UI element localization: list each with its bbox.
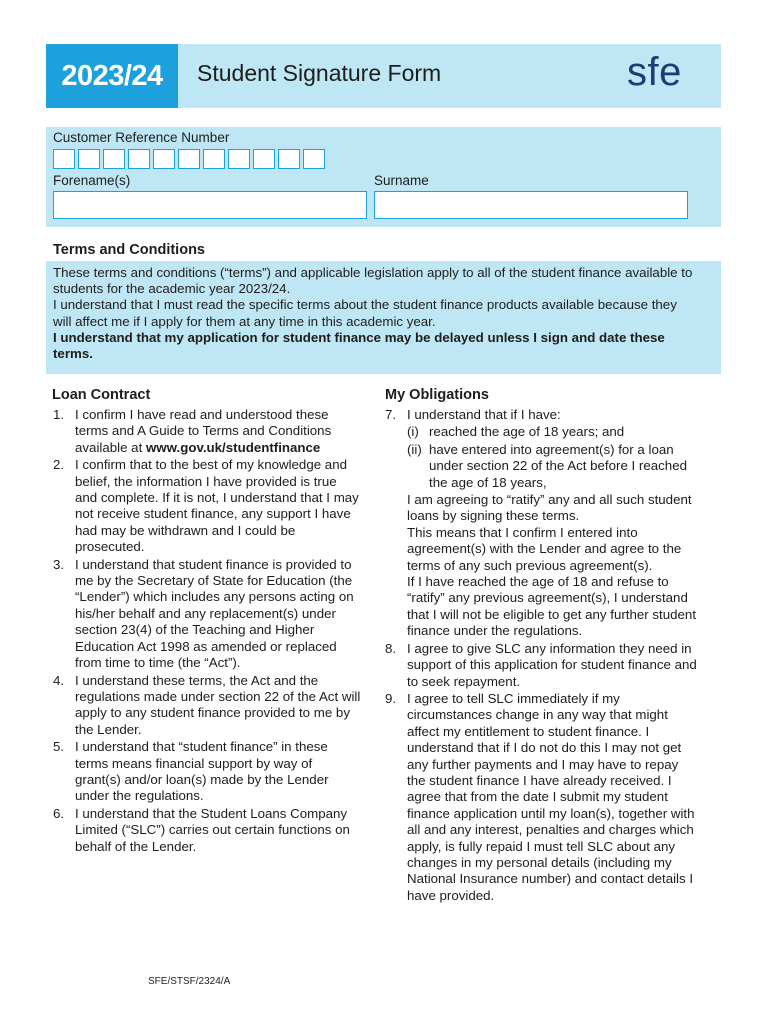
crn-digit-box[interactable] xyxy=(153,149,175,169)
forename-label: Forename(s) xyxy=(53,173,131,188)
list-item: 3. I understand that student finance is provided to me by the Secretary of State for Education (the “Lender”) which includes any persons acting on his/her behalf and any replacement(s) under section 23(4) of the Teaching and Higher Education Act 1998 as amended or replaced from time to time (the “Act”). xyxy=(53,556,354,671)
list-item: 7. I understand that if I have: (i) reached the age of 18 years; and (ii) have entered into agreement(s) for a loan under section 22 of the Act before I reached the age of 18 years, I am agreeing to “ratify” any and all such student loans by signing these terms. This means that I confirm I entered into agreement(s) with the Lender and agree to the terms of any such previous agreement(s). If I have reached the age of 18 and refuse to “ratify” any previous agreement(s), I understand that I will not be eligible to get any further student finance under the regulations. xyxy=(385,407,697,639)
crn-digit-box[interactable] xyxy=(103,149,125,169)
crn-digit-box[interactable] xyxy=(128,149,150,169)
sub-item: (ii) have entered into agreement(s) for a loan under section 22 of the Act before I reached the age of 18 years, xyxy=(407,441,687,490)
forename-field[interactable] xyxy=(53,191,367,219)
list-item: 2. I confirm that to the best of my knowledge and belief, the information I have provided is true and complete. If it is not, I understand that I may not receive student finance, any support I have had may be withdrawn and I could be prosecuted. xyxy=(53,457,359,555)
terms-paragraph-bold: I understand that my application for student finance may be delayed unless I sign and date these terms. xyxy=(53,329,665,362)
surname-field[interactable] xyxy=(374,191,688,219)
crn-digit-box[interactable] xyxy=(253,149,275,169)
crn-digit-box[interactable] xyxy=(203,149,225,169)
crn-digit-box[interactable] xyxy=(278,149,300,169)
crn-digit-box[interactable] xyxy=(303,149,325,169)
page-title: Student Signature Form xyxy=(197,60,442,86)
crn-digit-box[interactable] xyxy=(78,149,100,169)
terms-heading: Terms and Conditions xyxy=(53,242,205,258)
crn-label: Customer Reference Number xyxy=(53,130,230,145)
list-item: 1. I confirm I have read and understood these terms and A Guide to Terms and Conditions available at www.gov.uk/studentfinance xyxy=(53,407,332,455)
obligations-list xyxy=(385,407,697,905)
loan-contract-heading: Loan Contract xyxy=(52,387,151,403)
list-item: 5. I understand that “student finance” in these terms means financial support by way of grant(s) and/or loan(s) made by the Lender under the regulations. xyxy=(53,739,329,804)
list-item: 9. I agree to tell SLC immediately if my circumstances change in any way that might affect my entitlement to student finance. I understand that if I do not do this I may not get any further payments and I may have to repay the student finance I have already received. I agree that from the date I submit my student finance application until my loan(s), together with all and any interest, penalties and charges which apply, is fully repaid I must tell SLC about any changes in my personal details (including my National Insurance number) and contact details I have provided. xyxy=(385,690,695,903)
crn-digit-box[interactable] xyxy=(53,149,75,169)
terms-text xyxy=(53,265,693,362)
crn-digit-box[interactable] xyxy=(228,149,250,169)
terms-paragraph: I understand that I must read the specific terms about the student finance products available because they will affect me if I apply for them at any time in this academic year. xyxy=(53,297,677,329)
list-item: 8. I agree to give SLC any information they need in support of this application for student finance and to seek repayment. xyxy=(385,640,697,689)
crn-input-group xyxy=(53,149,325,169)
form-code: SFE/STSF/2324/A xyxy=(148,976,231,987)
sub-item: (i) reached the age of 18 years; and xyxy=(407,424,625,440)
academic-year: 2023/24 xyxy=(46,44,178,108)
list-item: 6. I understand that the Student Loans Company Limited (“SLC”) carries out certain functions on behalf of the Lender. xyxy=(53,805,350,854)
studentfinance-link[interactable]: www.gov.uk/studentfinance xyxy=(145,439,321,455)
list-item: 4. I understand these terms, the Act and the regulations made under section 22 of the Act will apply to any student finance provided to me by the Lender. xyxy=(53,672,361,737)
crn-digit-box[interactable] xyxy=(178,149,200,169)
terms-paragraph: These terms and conditions (“terms”) and applicable legislation apply to all of the student finance available to students for the academic year 2023/24. xyxy=(53,265,693,297)
sfe-logo: sfe xyxy=(627,50,682,94)
obligations-heading: My Obligations xyxy=(385,387,489,403)
loan-contract-list xyxy=(53,407,361,856)
surname-label: Surname xyxy=(374,173,429,188)
